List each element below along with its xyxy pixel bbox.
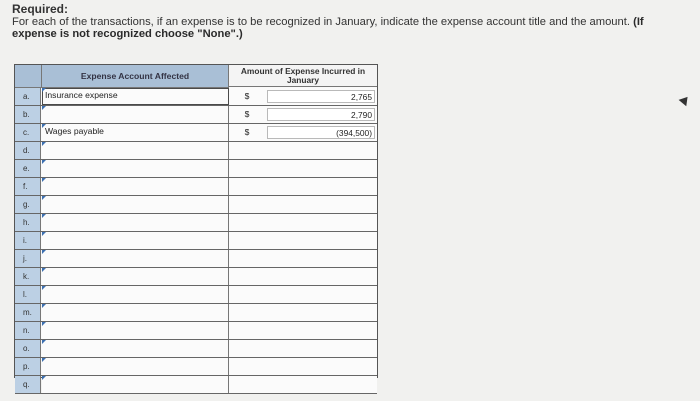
dollar-sign [229, 250, 265, 267]
dropdown-corner-icon [42, 178, 46, 182]
table-row [15, 376, 377, 394]
dollar-sign [229, 214, 265, 231]
account-dropdown[interactable] [42, 340, 229, 357]
account-dropdown[interactable] [42, 214, 229, 231]
row-letter: m. [15, 304, 41, 321]
account-dropdown[interactable] [42, 160, 229, 177]
instructions [12, 16, 688, 40]
row-letter: g. [15, 196, 41, 213]
amount-cell[interactable] [265, 232, 377, 249]
table-row [15, 304, 377, 322]
amount-input[interactable]: 2,765 [267, 90, 375, 103]
amount-cell [265, 88, 377, 105]
table-row [15, 322, 377, 340]
table-row [15, 232, 377, 250]
table-row [15, 178, 377, 196]
amount-cell[interactable] [265, 286, 377, 303]
dropdown-corner-icon [42, 160, 46, 164]
account-dropdown[interactable] [42, 304, 229, 321]
row-letter: a. [15, 88, 41, 105]
dollar-sign [229, 358, 265, 375]
account-value: Wages payable [45, 126, 104, 136]
dollar-sign [229, 286, 265, 303]
dropdown-corner-icon [42, 268, 46, 272]
dropdown-corner-icon [42, 340, 46, 344]
dollar-sign [229, 268, 265, 285]
row-letter: e. [15, 160, 41, 177]
expense-table [14, 64, 378, 389]
account-dropdown[interactable] [42, 286, 229, 303]
table-row [15, 124, 377, 142]
table-body [15, 88, 377, 394]
table-row [15, 250, 377, 268]
dollar-sign [229, 340, 265, 357]
amount-cell[interactable] [265, 376, 377, 393]
dollar-sign [229, 376, 265, 393]
row-letter: h. [15, 214, 41, 231]
letter-column-header [15, 65, 42, 88]
dollar-sign [229, 232, 265, 249]
table-row [15, 160, 377, 178]
table-row [15, 358, 377, 376]
row-letter: d. [15, 142, 41, 159]
account-dropdown[interactable] [42, 142, 229, 159]
row-letter: f. [15, 178, 41, 195]
table-row [15, 142, 377, 160]
mouse-pointer-icon [679, 94, 692, 107]
amount-cell [265, 106, 377, 123]
table-row [15, 106, 377, 124]
row-letter: l. [15, 286, 41, 303]
row-letter: j. [15, 250, 41, 267]
dropdown-corner-icon [42, 232, 46, 236]
dropdown-corner-icon [42, 250, 46, 254]
amount-cell[interactable] [265, 268, 377, 285]
table-row [15, 214, 377, 232]
instruction-text: For each of the transactions, if an expense is to be recognized in January, indicate the expense account title and the amount. [12, 16, 630, 28]
row-letter: c. [15, 124, 41, 141]
dollar-sign [229, 304, 265, 321]
amount-cell[interactable] [265, 178, 377, 195]
table-row [15, 196, 377, 214]
amount-cell[interactable] [265, 196, 377, 213]
row-letter: k. [15, 268, 41, 285]
amount-cell[interactable] [265, 358, 377, 375]
dollar-sign [229, 196, 265, 213]
required-heading: Required: [12, 2, 69, 16]
amount-input[interactable]: 2,790 [267, 108, 375, 121]
table-row [15, 88, 377, 106]
account-dropdown[interactable] [42, 322, 229, 339]
amount-cell[interactable] [265, 250, 377, 267]
row-letter: b. [15, 106, 41, 123]
amount-column-header: Amount of Expense Incurred in January [229, 65, 377, 87]
account-dropdown[interactable] [42, 376, 229, 393]
dropdown-corner-icon [42, 376, 46, 380]
account-dropdown[interactable] [42, 106, 229, 123]
dropdown-corner-icon [42, 214, 46, 218]
dollar-sign [229, 142, 265, 159]
account-dropdown[interactable] [42, 124, 229, 141]
dollar-sign: $ [229, 124, 265, 141]
instruction-note: (If expense is not recognized choose "None".) [12, 16, 644, 40]
dollar-sign [229, 160, 265, 177]
dropdown-corner-icon [42, 106, 46, 110]
dropdown-corner-icon [42, 196, 46, 200]
dropdown-corner-icon [42, 142, 46, 146]
table-row [15, 268, 377, 286]
account-column-header: Expense Account Affected [42, 65, 229, 88]
dollar-sign [229, 178, 265, 195]
row-letter: p. [15, 358, 41, 375]
amount-cell[interactable] [265, 214, 377, 231]
dollar-sign: $ [229, 88, 265, 105]
amount-cell[interactable] [265, 340, 377, 357]
table-row [15, 340, 377, 358]
amount-cell [265, 124, 377, 141]
account-dropdown[interactable] [42, 88, 229, 105]
amount-cell[interactable] [265, 160, 377, 177]
account-dropdown[interactable] [42, 232, 229, 249]
account-dropdown[interactable] [42, 178, 229, 195]
row-letter: i. [15, 232, 41, 249]
amount-input[interactable]: (394,500) [267, 126, 375, 139]
row-letter: o. [15, 340, 41, 357]
dropdown-corner-icon [42, 286, 46, 290]
account-dropdown[interactable] [42, 358, 229, 375]
dropdown-corner-icon [42, 322, 46, 326]
dropdown-corner-icon [42, 304, 46, 308]
account-dropdown[interactable] [42, 250, 229, 267]
amount-cell[interactable] [265, 322, 377, 339]
dropdown-corner-icon [42, 358, 46, 362]
dollar-sign [229, 322, 265, 339]
account-dropdown[interactable] [42, 268, 229, 285]
dollar-sign: $ [229, 106, 265, 123]
row-letter: q. [15, 376, 41, 393]
table-row [15, 286, 377, 304]
account-value: Insurance expense [45, 90, 118, 100]
account-dropdown[interactable] [42, 196, 229, 213]
amount-cell[interactable] [265, 304, 377, 321]
amount-cell[interactable] [265, 142, 377, 159]
row-letter: n. [15, 322, 41, 339]
